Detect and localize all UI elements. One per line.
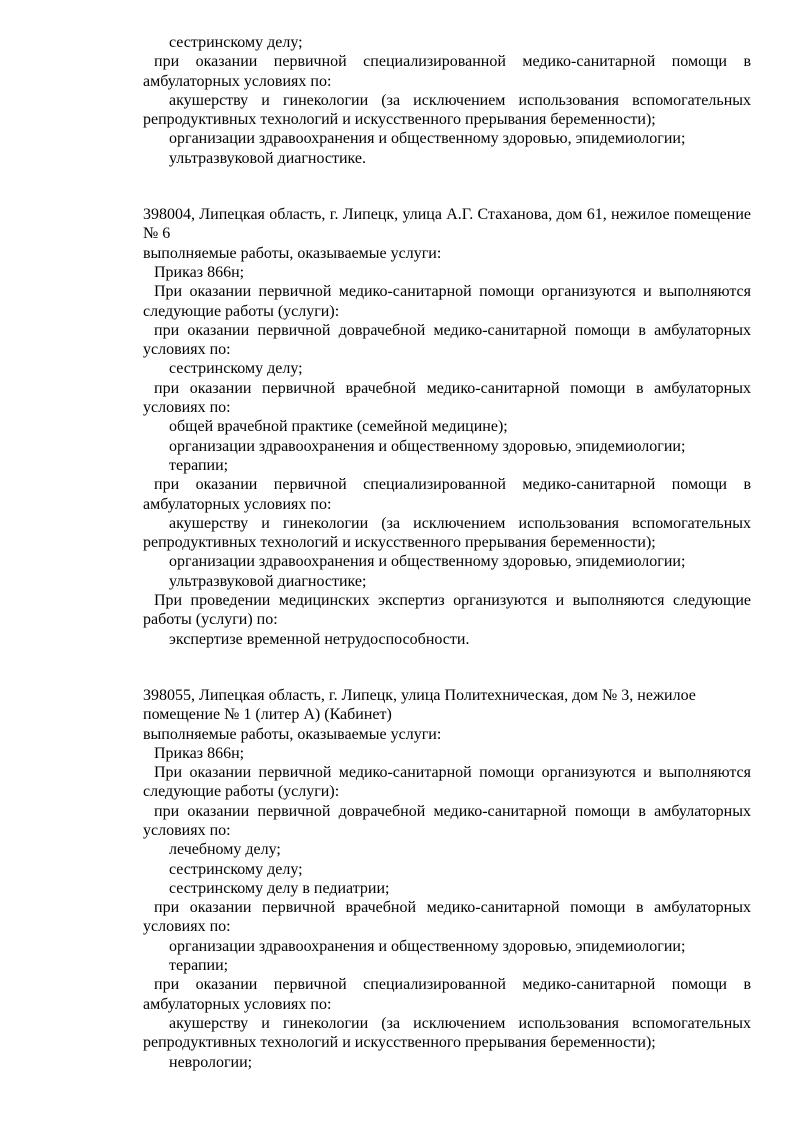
paragraph: акушерству и гинекологии (за исключением использования вспомогательных репродуктивных технологий и искусственного прерывания беременности); [143, 514, 751, 552]
paragraph: ультразвуковой диагностике; [169, 572, 367, 590]
paragraph: терапии; [169, 957, 229, 975]
paragraph: организации здравоохранения и общественному здоровью, эпидемиологии; [169, 437, 686, 455]
paragraph: При оказании первичной медико-санитарной помощи организуются и выполняются следующие работы (услуги): [143, 283, 751, 320]
section-address-398055 [143, 686, 751, 1072]
paragraph: при оказании первичной специализированной медико-санитарной помощи в амбулаторных условиях по: [143, 976, 751, 1013]
paragraph: при оказании первичной врачебной медико-санитарной помощи в амбулаторных условиях по: [143, 379, 751, 417]
paragraph: При проведении медицинских экспертиз организуются и выполняются следующие работы (услуги) по: [143, 592, 751, 629]
paragraph: при оказании первичной специализированной медико-санитарной помощи в амбулаторных условиях по: [143, 53, 751, 90]
paragraph: 398055, Липецкая область, г. Липецк, улица Политехническая, дом № 3, нежилое помещение № 1 (литер А) (Кабинет) [143, 686, 696, 724]
paragraph: сестринскому делу в педиатрии; [169, 879, 390, 897]
paragraph: Приказ 866н; [154, 744, 245, 762]
paragraph: сестринскому делу; [169, 360, 303, 378]
section-address-398004 [143, 205, 751, 649]
paragraph: при оказании первичной доврачебной медико-санитарной помощи в амбулаторных условиях по: [143, 802, 751, 839]
document-body [143, 33, 751, 1072]
paragraph: выполняемые работы, оказываемые услуги: [143, 244, 442, 262]
paragraph: неврологии; [169, 1053, 253, 1071]
paragraph: сестринскому делу; [169, 860, 303, 878]
paragraph: лечебному делу; [169, 841, 281, 859]
paragraph: ультразвуковой диагностике. [169, 149, 367, 167]
paragraph: сестринскому делу; [169, 34, 303, 51]
paragraph: при оказании первичной доврачебной медико-санитарной помощи в амбулаторных условиях по: [143, 321, 751, 359]
paragraph: экспертизе временной нетрудоспособности. [169, 630, 470, 648]
paragraph: Приказ 866н; [154, 263, 245, 281]
paragraph: организации здравоохранения и общественному здоровью, эпидемиологии; [169, 937, 686, 955]
paragraph: организации здравоохранения и общественному здоровью, эпидемиологии; [169, 130, 686, 148]
section-continuation [143, 33, 751, 168]
paragraph: акушерству и гинекологии (за исключением использования вспомогательных репродуктивных технологий и искусственного прерывания беременности); [143, 1014, 751, 1052]
paragraph: при оказании первичной специализированной медико-санитарной помощи в амбулаторных условиях по: [143, 476, 751, 513]
paragraph: акушерству и гинекологии (за исключением использования вспомогательных репродуктивных технологий и искусственного прерывания беременности); [143, 91, 751, 129]
paragraph: При оказании первичной медико-санитарной помощи организуются и выполняются следующие работы (услуги): [143, 764, 751, 801]
paragraph: общей врачебной практике (семейной медицине); [169, 418, 508, 436]
paragraph: при оказании первичной врачебной медико-санитарной помощи в амбулаторных условиях по: [143, 899, 751, 936]
paragraph: организации здравоохранения и общественному здоровью, эпидемиологии; [169, 553, 686, 571]
paragraph: терапии; [169, 456, 229, 474]
paragraph: 398004, Липецкая область, г. Липецк, улица А.Г. Стаханова, дом 61, нежилое помещение № 6 [143, 206, 751, 243]
paragraph: выполняемые работы, оказываемые услуги: [143, 725, 442, 743]
